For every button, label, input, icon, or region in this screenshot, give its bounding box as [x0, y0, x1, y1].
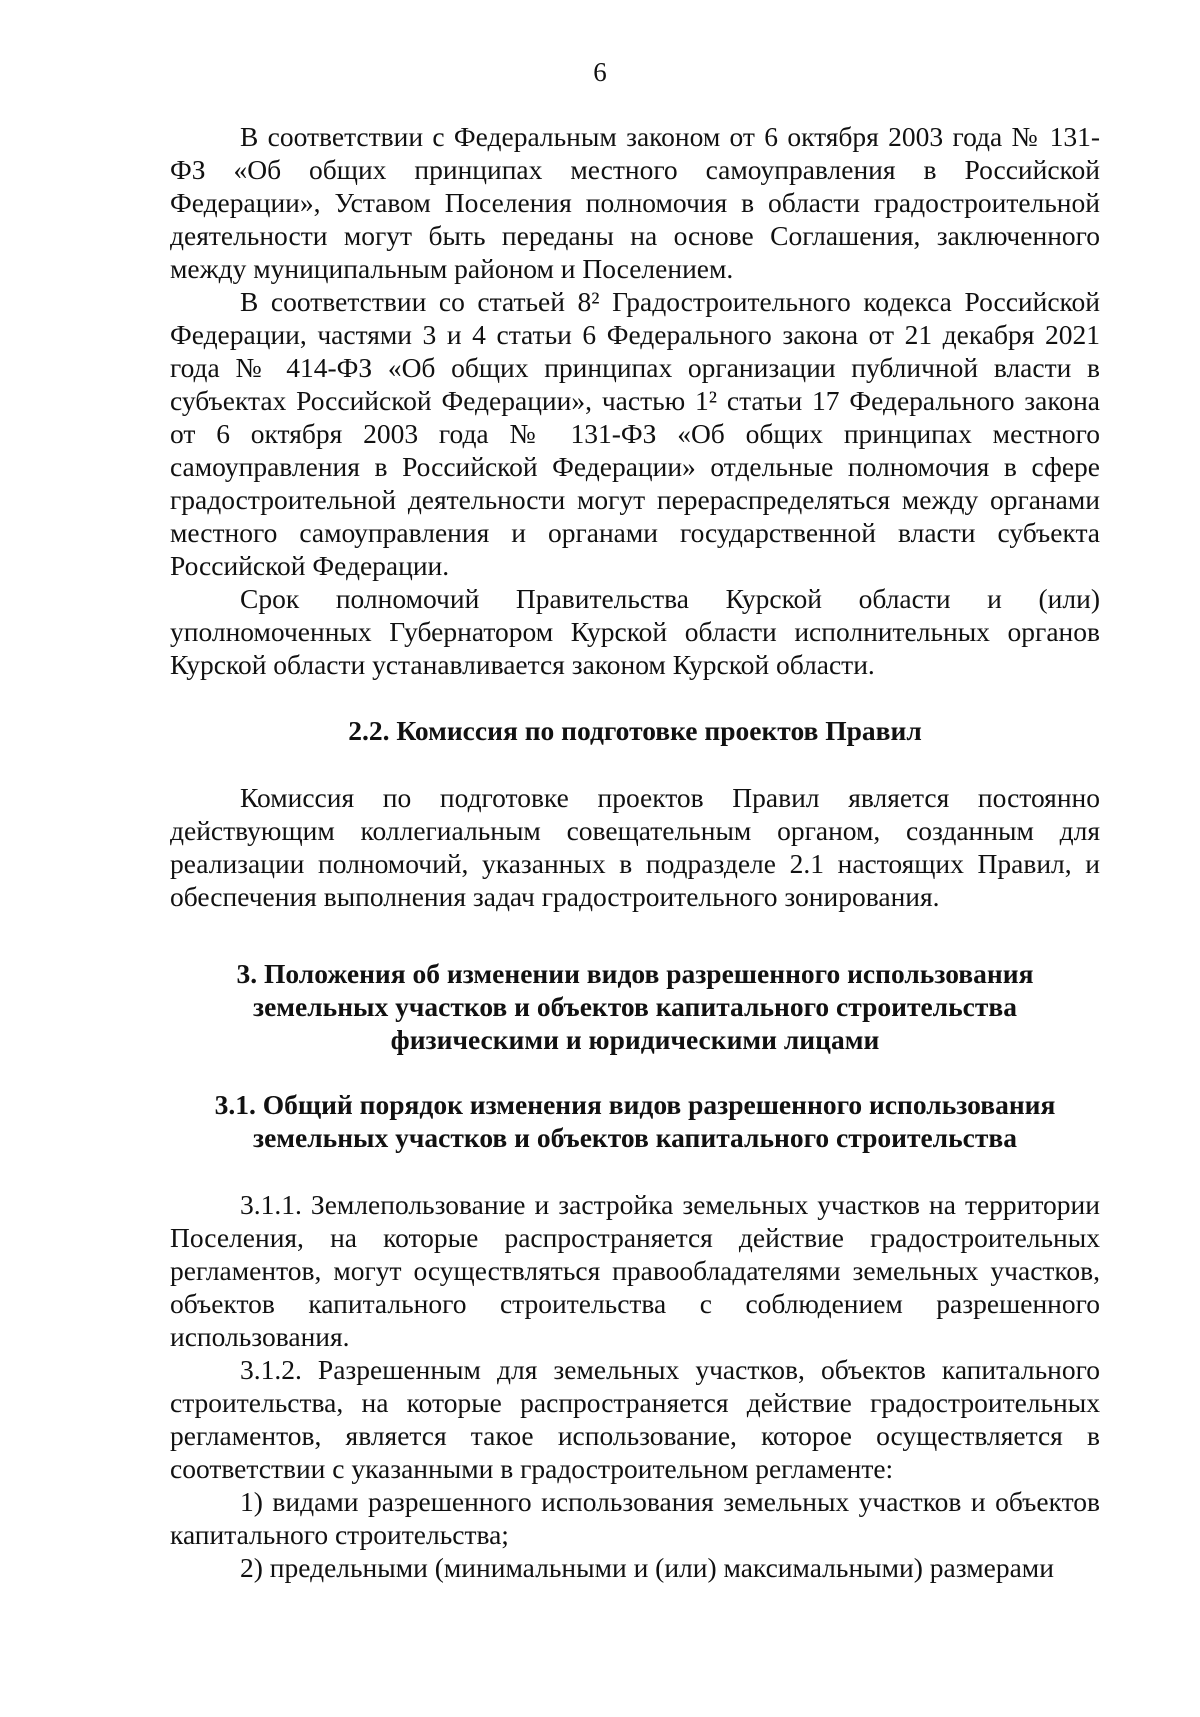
list-item-2: 2) предельными (минимальными и (или) максимальными) размерами — [240, 1552, 1054, 1583]
page-number: 6 — [593, 57, 607, 87]
section-heading-3-line-3: физическими и юридическими лицами — [390, 1024, 880, 1055]
paragraph-3-1-2: 3.1.2. Разрешенным для земельных участков, объектов капитального строительства, на которые распространяется действие градостроительных регламентов, является такое использование, которое осуществляется в соответствии с указанными в градостроительном регламенте: — [170, 1354, 1100, 1484]
paragraph-commission: Комиссия по подготовке проектов Правил является постоянно действующим коллегиальным совещательным органом, созданным для реализации полномочий, указанных в подразделе 2.1 настоящих Правил, и обеспечения выполнения задач градостроительного зонирования. — [170, 782, 1100, 912]
paragraph-redistribution-of-powers: В соответствии со статьей 8² Градостроительного кодекса Российской Федерации, частями 3 и 4 статьи 6 Федерального закона от 21 декабря 2021 года № 414-ФЗ «Об общих принципах организации публичной власти в субъектах Российской Федерации», частью 1² статьи 17 Федерального закона от 6 октября 2003 года № 131-ФЗ «Об общих принципах местного самоуправления в Российской Федерации» отдельные полномочия в сфере градостроительной деятельности могут перераспределяться между органами местного самоуправления и органами государственной власти субъекта Российской Федерации. — [170, 286, 1100, 581]
paragraph-delegation-of-powers: В соответствии с Федеральным законом от 6 октября 2003 года № 131-ФЗ «Об общих принципах местного самоуправления в Российской Федерации», Уставом Поселения полномочия в области градостроительной деятельности могут быть переданы на основе Соглашения, заключенного между муниципальным районом и Поселением. — [170, 121, 1100, 284]
list-item-1: 1) видами разрешенного использования земельных участков и объектов капитального строительства; — [170, 1486, 1100, 1550]
section-heading-3-line-2: земельных участков и объектов капитального строительства — [253, 991, 1017, 1022]
section-heading-3-line-1: 3. Положения об изменении видов разрешенного использования — [236, 958, 1034, 989]
document-body — [170, 120, 1100, 1584]
section-heading-3 — [170, 957, 1100, 1056]
paragraph-term-of-powers: Срок полномочий Правительства Курской области и (или) уполномоченных Губернатором Курской области исполнительных органов Курской области устанавливается законом Курской области. — [170, 583, 1100, 680]
section-heading-3-1 — [170, 1088, 1100, 1154]
section-heading-2-2: 2.2. Комиссия по подготовке проектов Правил — [348, 715, 922, 746]
section-heading-3-1-line-1: 3.1. Общий порядок изменения видов разрешенного использования — [214, 1089, 1056, 1120]
section-heading-3-1-line-2: земельных участков и объектов капитального строительства — [253, 1122, 1017, 1153]
paragraph-3-1-1: 3.1.1. Землепользование и застройка земельных участков на территории Поселения, на которые распространяется действие градостроительных регламентов, могут осуществляться правообладателями земельных участков, объектов капитального строительства с соблюдением разрешенного использования. — [170, 1189, 1100, 1352]
